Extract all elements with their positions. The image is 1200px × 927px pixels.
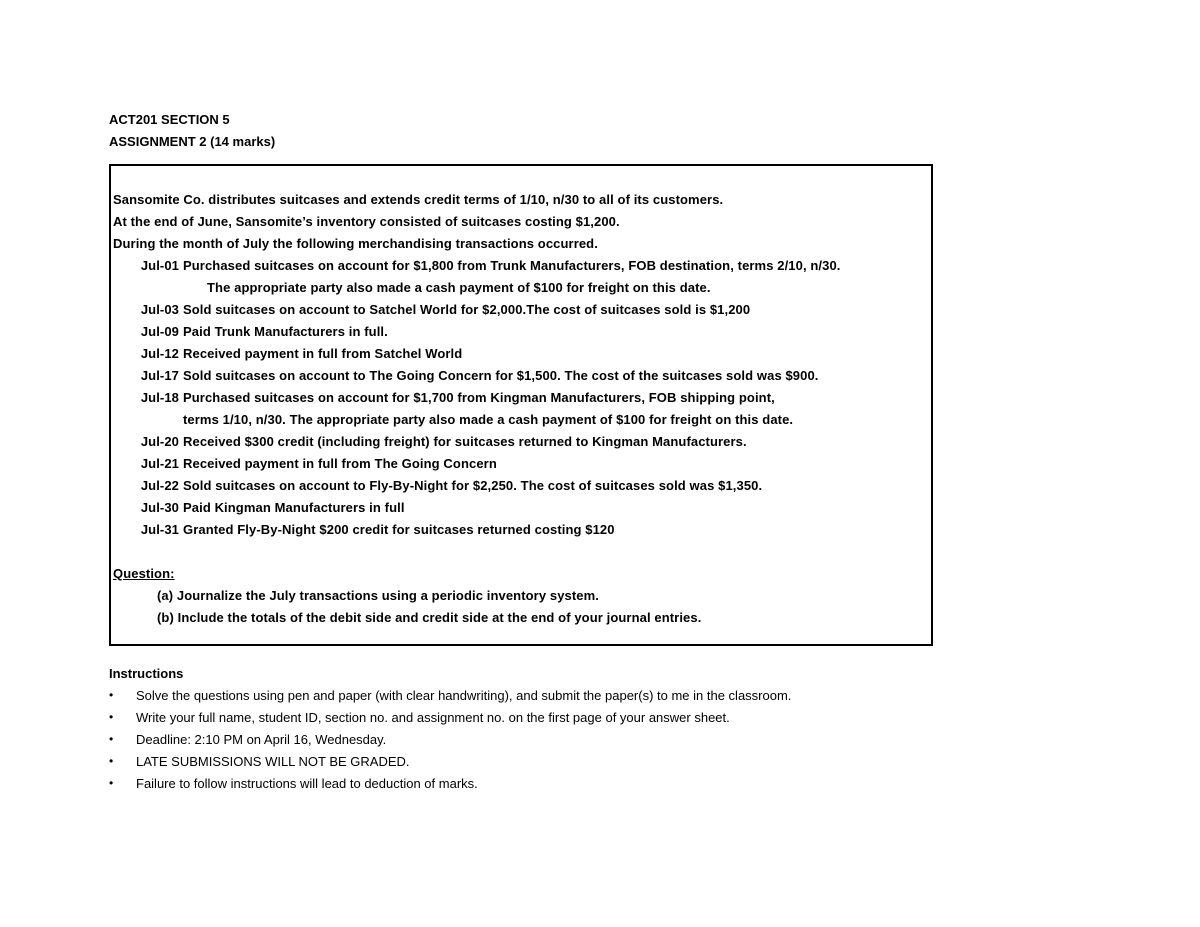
transaction-date: Jul-20 [140, 434, 179, 449]
intro-line: At the end of June, Sansomite’s inventory consisted of suitcases costing $1,200. [113, 214, 620, 229]
question-item: (a) Journalize the July transactions using a periodic inventory system. [157, 588, 599, 603]
transaction-text: Purchased suitcases on account for $1,700 from Kingman Manufacturers, FOB shipping point, [183, 390, 775, 405]
transaction-text: Purchased suitcases on account for $1,800 from Trunk Manufacturers, FOB destination, terms 2/10, n/30. [183, 258, 841, 273]
instructions-title: Instructions [109, 666, 184, 681]
transaction-text: Paid Kingman Manufacturers in full [183, 500, 405, 515]
transaction-date: Jul-01 [140, 258, 179, 273]
transaction-date: Jul-21 [140, 456, 179, 471]
transaction-date: Jul-31 [140, 522, 179, 537]
instruction-text: Write your full name, student ID, section no. and assignment no. on the first page of your answer sheet. [136, 710, 730, 725]
instruction-text: LATE SUBMISSIONS WILL NOT BE GRADED. [136, 754, 410, 769]
transaction-date: Jul-30 [140, 500, 179, 515]
course-title: ACT201 SECTION 5 [109, 112, 230, 127]
problem-box [109, 164, 933, 646]
bullet-icon: • [109, 732, 114, 746]
transaction-text: Received payment in full from Satchel World [183, 346, 463, 361]
transaction-text: Sold suitcases on account to The Going Concern for $1,500. The cost of the suitcases sold was $900. [183, 368, 819, 383]
transaction-date: Jul-09 [140, 324, 179, 339]
transaction-date: Jul-03 [140, 302, 179, 317]
instruction-text: Deadline: 2:10 PM on April 16, Wednesday. [136, 732, 387, 747]
transaction-date: Jul-22 [140, 478, 179, 493]
transaction-text: Sold suitcases on account to Satchel World for $2,000.The cost of suitcases sold is $1,200 [183, 302, 751, 317]
intro-line: During the month of July the following merchandising transactions occurred. [113, 236, 598, 251]
instruction-text: Solve the questions using pen and paper (with clear handwriting), and submit the paper(s) to me in the classroom. [136, 688, 792, 703]
transaction-date: Jul-18 [140, 390, 179, 405]
assignment-title: ASSIGNMENT 2 (14 marks) [109, 134, 276, 149]
transaction-date: Jul-12 [140, 346, 179, 361]
bullet-icon: • [109, 776, 114, 790]
bullet-icon: • [109, 754, 114, 768]
intro-line: Sansomite Co. distributes suitcases and extends credit terms of 1/10, n/30 to all of its customers. [113, 192, 724, 207]
transaction-text: Granted Fly-By-Night $200 credit for suitcases returned costing $120 [183, 522, 615, 537]
bullet-icon: • [109, 688, 114, 702]
question-item: (b) Include the totals of the debit side and credit side at the end of your journal entries. [157, 610, 702, 625]
instruction-text: Failure to follow instructions will lead to deduction of marks. [136, 776, 478, 791]
transaction-continuation: terms 1/10, n/30. The appropriate party also made a cash payment of $100 for freight on this date. [183, 412, 794, 427]
transaction-text: Paid Trunk Manufacturers in full. [183, 324, 388, 339]
transaction-continuation: The appropriate party also made a cash payment of $100 for freight on this date. [207, 280, 711, 295]
question-label: Question: [113, 566, 175, 581]
transaction-text: Sold suitcases on account to Fly-By-Night for $2,250. The cost of suitcases sold was $1,350. [183, 478, 763, 493]
transaction-text: Received payment in full from The Going Concern [183, 456, 497, 471]
transaction-date: Jul-17 [140, 368, 179, 383]
bullet-icon: • [109, 710, 114, 724]
transaction-text: Received $300 credit (including freight) for suitcases returned to Kingman Manufacturers. [183, 434, 747, 449]
